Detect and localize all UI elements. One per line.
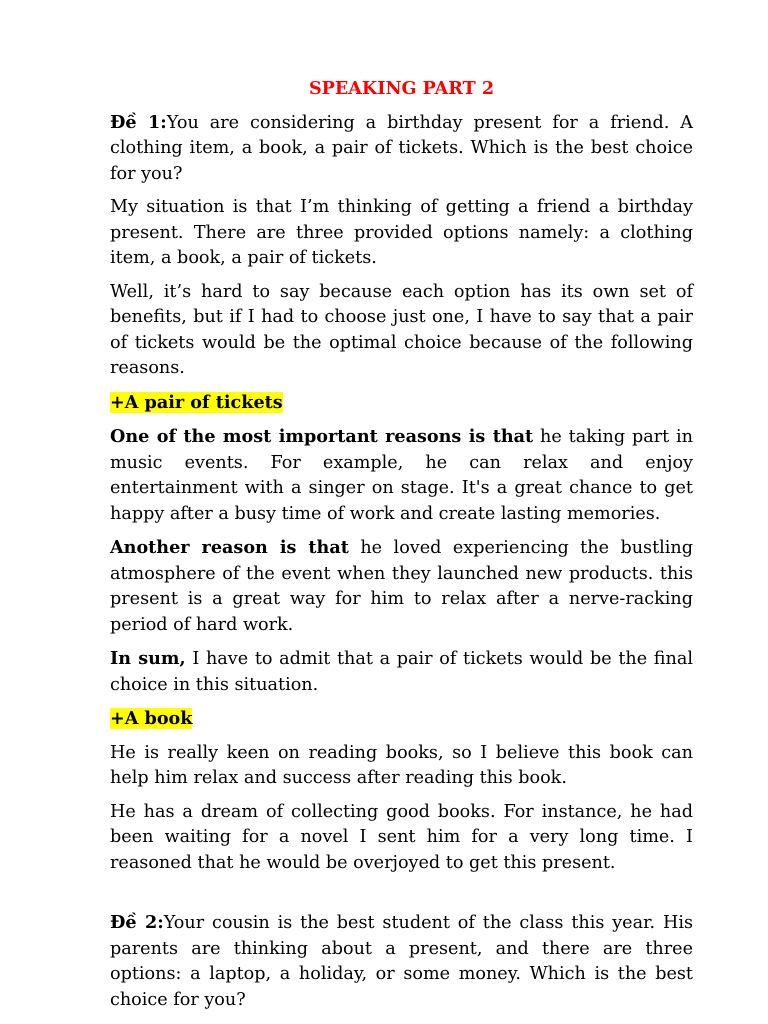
question-2-text: Your cousin is the best student of the class this year. His parents are thinking about a present, and there are three options: a laptop, a holiday, or some money. Which is the best choice for you? (110, 913, 693, 1010)
book-paragraph-1: He is really keen on reading books, so I believe this book can help him relax and success after reading this book. (110, 742, 693, 788)
question-2 (110, 910, 693, 1013)
tickets-heading: +A pair of tickets (110, 391, 283, 413)
tickets-summary-lead: In sum, (110, 648, 186, 669)
tickets-reason-1-text: he taking part in music events. For example, he can relax and enjoy entertainment with a singer on stage. It's a great chance to get happy after a busy time of work and create lasting memories. (110, 427, 693, 524)
tickets-reason-1 (110, 424, 693, 527)
section-spacer (110, 884, 693, 910)
question-2-label: Đề 2: (110, 912, 164, 933)
book-paragraph-2: He has a dream of collecting good books. For instance, he had been waiting for a novel I sent him for a very long time. I reasoned that he would be overjoyed to get this present. (110, 801, 693, 873)
intro-paragraph-2: Well, it’s hard to say because each option has its own set of benefits, but if I had to choose just one, I have to say that a pair of tickets would be the optimal choice because of the following reasons. (110, 281, 693, 378)
tickets-summary-text: I have to admit that a pair of tickets would be the final choice in this situation. (110, 649, 693, 695)
intro-paragraph-1: My situation is that I’m thinking of getting a friend a birthday present. There are three provided options namely: a clothing item, a book, a pair of tickets. (110, 197, 693, 268)
page-title: SPEAKING PART 2 (308, 78, 495, 99)
tickets-summary (110, 646, 693, 698)
tickets-heading-paragraph (110, 390, 693, 417)
tickets-reason-1-lead: One of the most important reasons is that (110, 426, 534, 447)
tickets-reason-2-lead: Another reason is that (110, 537, 349, 558)
question-1-label: Đề 1: (110, 111, 167, 133)
question-1-text: You are considering a birthday present for a friend. A clothing item, a book, a pair of tickets. Which is the best choice for you? (110, 112, 694, 184)
book-heading-paragraph (110, 706, 693, 733)
tickets-reason-2-text: he loved experiencing the bustling atmosphere of the event when they launched new products. this present is a great way for him to relax after a nerve-racking period of hard work. (110, 538, 694, 635)
book-heading: +A book (110, 708, 193, 729)
tickets-reason-2 (110, 535, 693, 638)
document-page (110, 76, 693, 1021)
question-1 (110, 110, 693, 188)
